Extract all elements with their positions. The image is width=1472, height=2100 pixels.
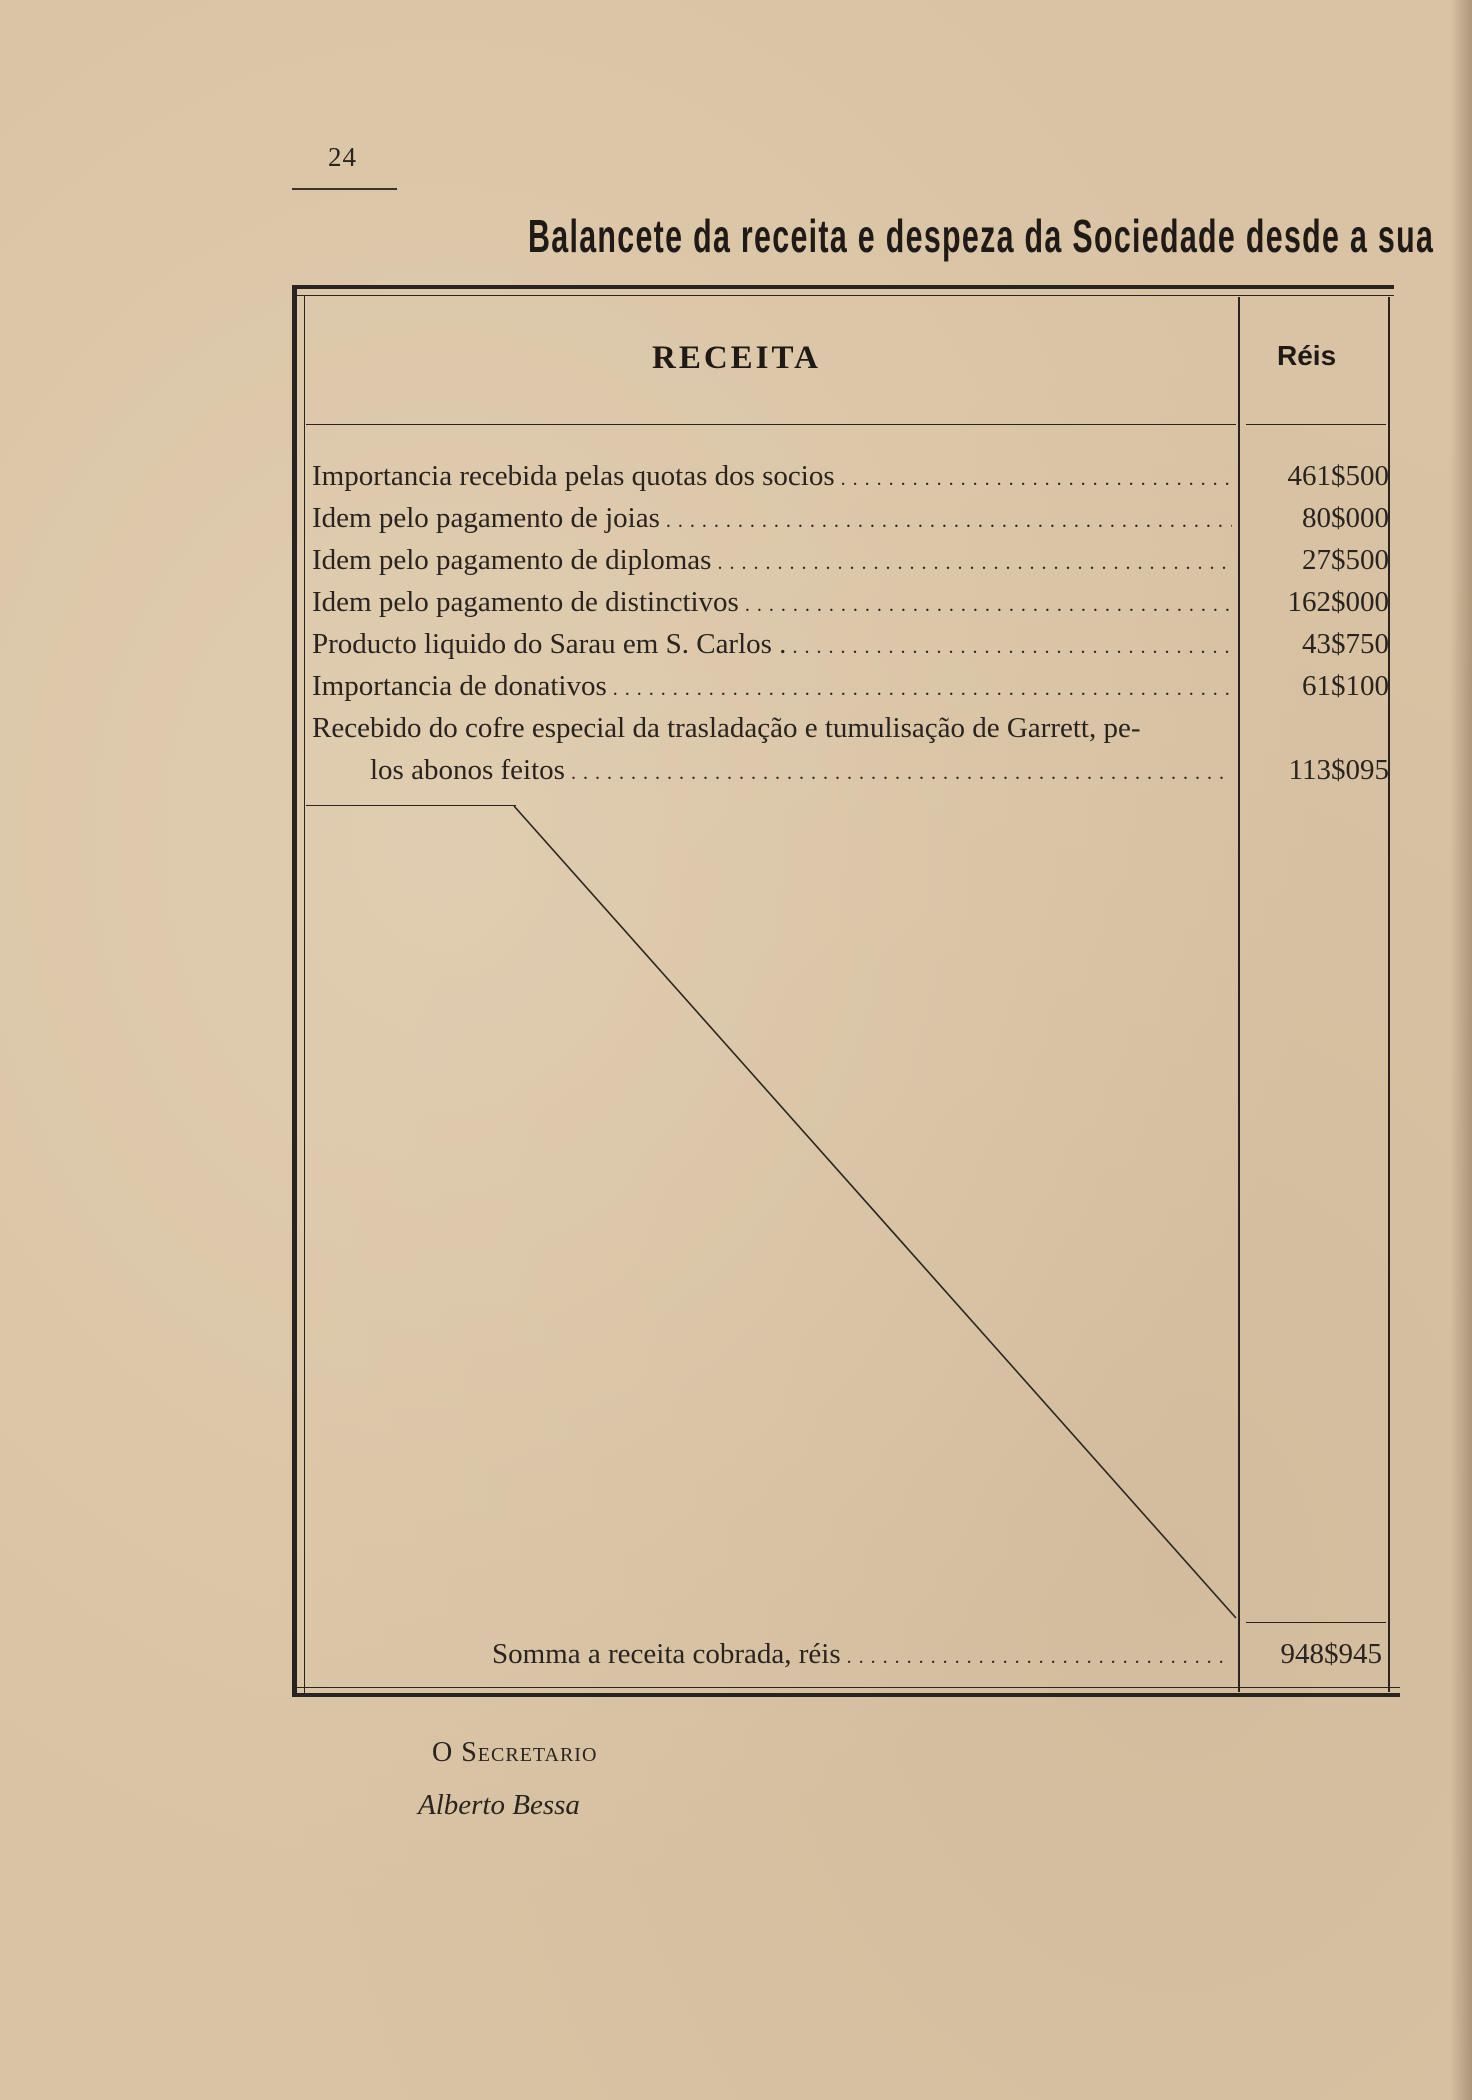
page-number: 24 [328,142,357,172]
secretary-title: O Secretario [432,1737,598,1768]
row-value: 162$000 [1287,586,1389,618]
cancellation-diagonal [292,285,1400,1700]
row-description: Producto liquido do Sarau em S. Carlos . . . . [312,623,1232,668]
row-value: 113$095 [1288,754,1389,786]
row-description: Idem pelo pagamento de distinctivos . . . [312,581,1232,626]
row-description: Idem pelo pagamento de joias . . . [312,497,1232,542]
row-description: los abonos feitos . . . [370,749,1232,794]
row-description: Idem pelo pagamento de diplomas . . . [312,539,1232,584]
row-value: 27$500 [1302,544,1389,576]
header-receita: RECEITA [652,340,821,376]
row-value: 61$100 [1302,670,1389,702]
row-value: 43$750 [1302,628,1389,660]
row-description: Importancia recebida pelas quotas dos socios . . . [312,455,1232,500]
ledger-table [292,285,1400,1700]
total-value: 948$945 [1280,1638,1382,1670]
page-edge-shadow [1450,0,1472,2100]
row-value: 80$000 [1302,502,1389,534]
row-description: Importancia de donativos . . . [312,665,1232,710]
row-value: 461$500 [1287,460,1389,492]
page-number-rule [292,188,397,190]
document-title: Balancete da receita e despeza da Sociedade desde a sua [528,210,1435,262]
signature: Alberto Bessa [418,1789,580,1821]
total-label: Somma a receita cobrada, réis . . . [492,1633,1232,1678]
header-reis: Réis [1277,340,1337,371]
row-description: Recebido do cofre especial da trasladação e tumulisação de Garrett, pe- [312,712,1141,744]
